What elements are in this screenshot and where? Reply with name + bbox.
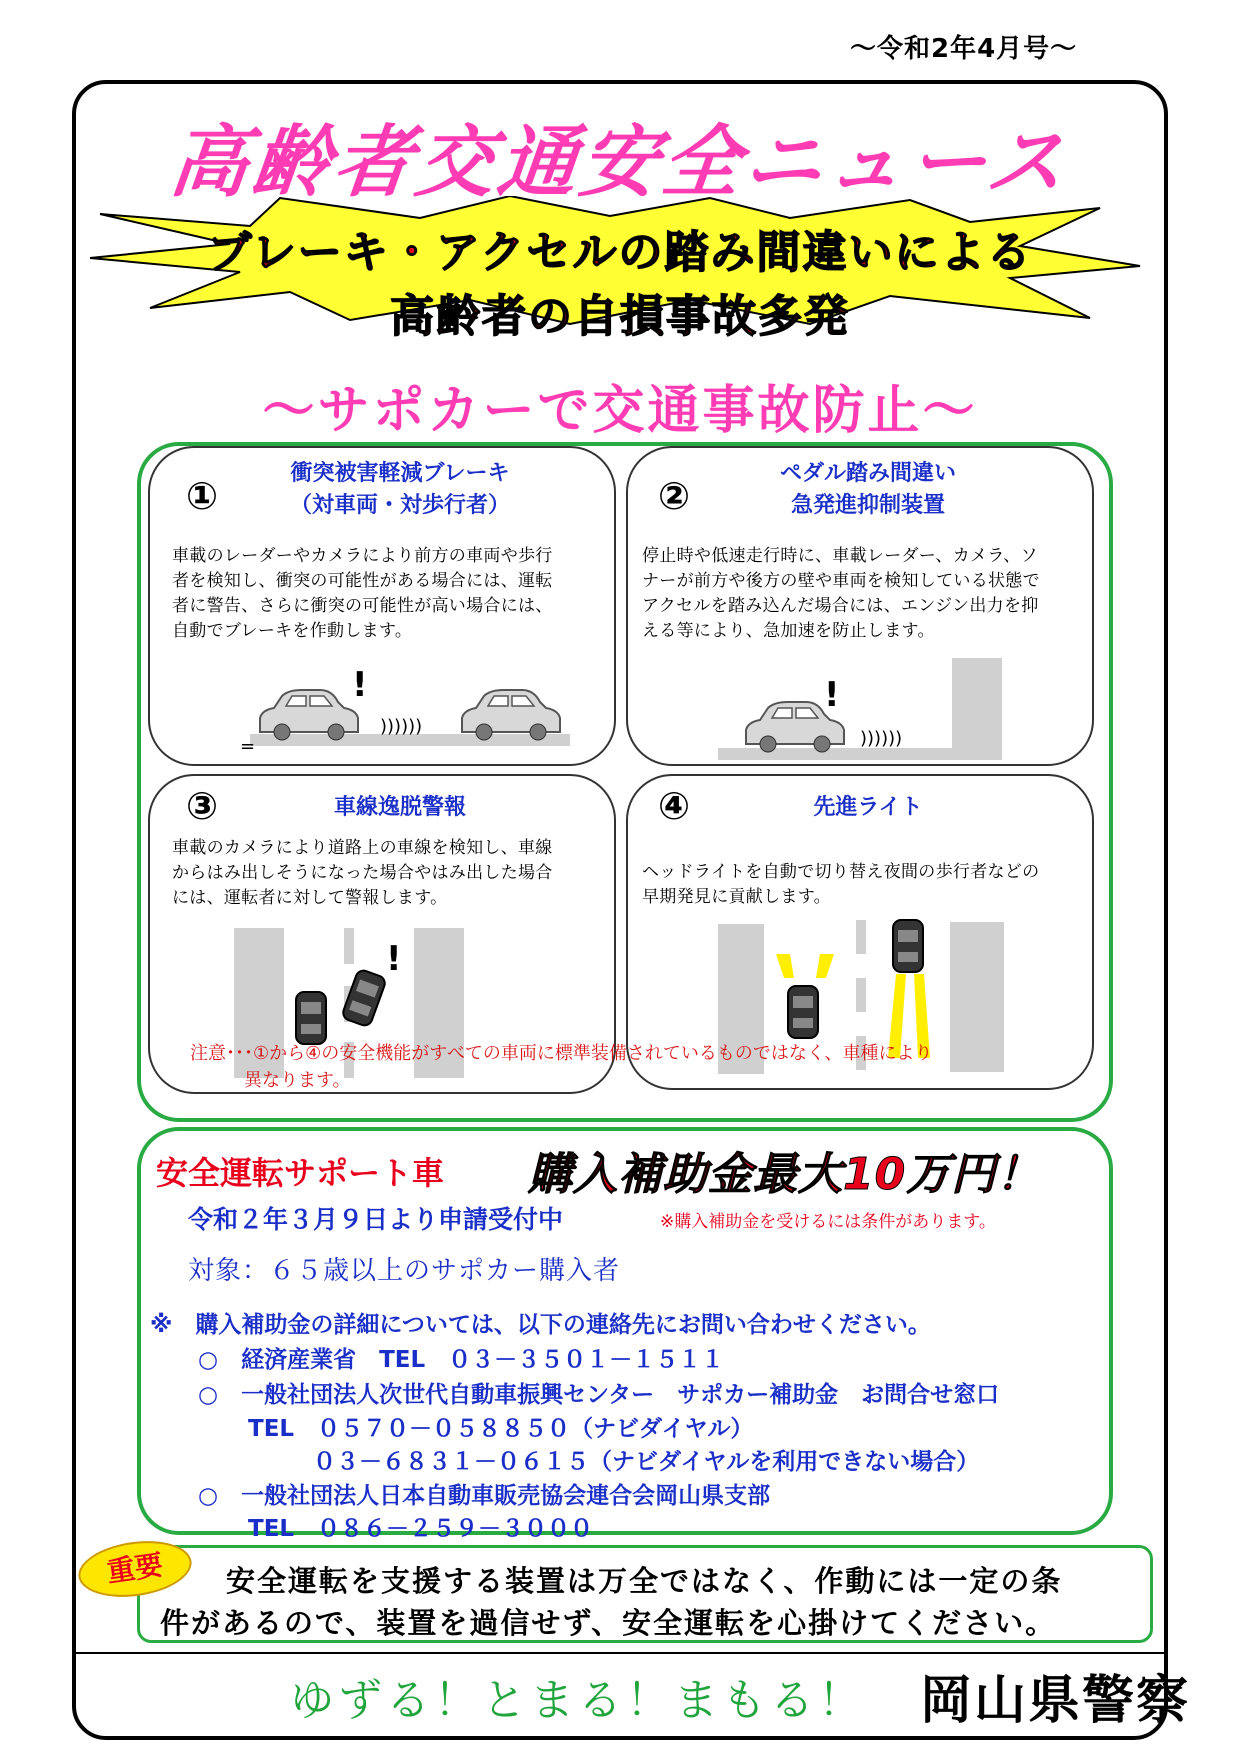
footer-divider xyxy=(74,1652,1166,1654)
feature-title xyxy=(728,792,1008,824)
description-line: アクセルを踏み込んだ場合には、エンジン出力を抑 xyxy=(642,596,1039,616)
feature-title-line-2: （対車両・対歩行者） xyxy=(289,493,510,518)
subsidy-condition-note: ※購入補助金を受けるには条件があります。 xyxy=(660,1212,996,1232)
subtitle: ～サポカーで交通事故防止～ xyxy=(262,381,978,441)
description-line: 停止時や低速走行時に、車載レーダー、カメラ、ソ xyxy=(642,546,1038,566)
road-strip xyxy=(718,748,958,760)
subsidy-label: 安全運転サポート車 xyxy=(156,1154,445,1192)
caution-note-line-2: 異なります。 xyxy=(244,1070,351,1091)
headline-line-2: 高齢者の自損事故多発 xyxy=(390,291,850,342)
lane-marking xyxy=(856,920,866,954)
car-top-icon xyxy=(788,986,818,1038)
car-icon xyxy=(462,690,560,740)
headlight-beam xyxy=(816,954,834,978)
description-line: 自動でブレーキを作動します。 xyxy=(172,621,413,641)
feature-number: ③ xyxy=(186,784,219,828)
car-top-icon xyxy=(296,992,326,1044)
feature-number: ④ xyxy=(658,784,691,828)
car-top-icon xyxy=(893,920,923,972)
car-top-icon xyxy=(341,968,387,1027)
caution-note-line-1: 注意･･･①から④の安全機能がすべての車両に標準装備されているものではなく、車種により xyxy=(190,1043,933,1064)
sensor-wave: )))))) xyxy=(860,728,903,749)
description-line: 車載のカメラにより道路上の車線を検知し、車線 xyxy=(172,838,553,858)
wall-block xyxy=(952,658,1002,760)
feature-title xyxy=(728,458,1008,522)
important-message xyxy=(160,1560,1140,1644)
lane-marking xyxy=(856,978,866,1012)
feature-title-line-1: ペダル踏み間違い xyxy=(779,461,956,486)
alert-icon: ! xyxy=(824,675,840,715)
description-line: ナーが前方や後方の壁や車両を検知している状態で xyxy=(642,571,1040,591)
subsidy-target: 対象：６５歳以上のサポカー購入者 xyxy=(188,1256,621,1286)
sensor-wave: )))))) xyxy=(380,716,423,737)
contact-item: ○ 一般社団法人次世代自動車振興センター サポカー補助金 お問合せ窓口 xyxy=(198,1382,1000,1408)
subsidy-application-date: 令和２年３月９日より申請受付中 xyxy=(188,1205,564,1234)
feature-title xyxy=(260,458,540,522)
lane-marking xyxy=(344,928,354,964)
headline-line-1: ブレーキ・アクセルの踏み間違いによる xyxy=(207,227,1033,278)
feature-card-collision-brake xyxy=(148,446,616,766)
description-line: 早期発見に貢献します。 xyxy=(642,887,831,907)
issue-date: ～令和2年4月号～ xyxy=(850,34,1078,64)
collision-brake-illustration xyxy=(240,666,580,756)
description-line: ヘッドライトを自動で切り替え夜間の歩行者などの xyxy=(642,862,1040,882)
subsidy-amount: 購入補助金最大10万円！ xyxy=(528,1149,1042,1200)
feature-description xyxy=(172,544,602,644)
caution-note xyxy=(190,1040,1070,1094)
newsletter-title: 高齢者交通安全ニュース xyxy=(165,118,1074,208)
description-line: 者を検知し、衝突の可能性がある場合には、運転 xyxy=(172,571,553,591)
feature-number: ① xyxy=(186,474,219,518)
description-line: 車載のレーダーやカメラにより前方の車両や歩行 xyxy=(172,546,553,566)
description-line: からはみ出しそうになった場合やはみ出した場合 xyxy=(172,863,553,883)
motion-lines: = xyxy=(240,736,256,756)
contacts-intro: ※ 購入補助金の詳細については、以下の連絡先にお問い合わせください。 xyxy=(150,1312,931,1338)
footer-slogan: ゆずる！とまる！まもる！ xyxy=(290,1675,866,1726)
contact-item: ○ 経済産業省 TEL ０３－３５０１－１５１１ xyxy=(198,1347,725,1373)
organization-name: 岡山県警察 xyxy=(920,1670,1191,1731)
headlight-beam xyxy=(776,954,794,978)
feature-title-line-2: 急発進抑制装置 xyxy=(790,493,945,518)
alert-icon: ! xyxy=(352,666,368,705)
important-badge: 重要 xyxy=(75,1534,195,1603)
important-message-line-1: 安全運転を支援する装置は万全ではなく、作動には一定の条 xyxy=(226,1564,1063,1598)
description-line: には、運転者に対して警報します。 xyxy=(172,888,448,908)
important-message-line-2: 件があるので、装置を過信せず、安全運転を心掛けてください。 xyxy=(160,1606,1057,1640)
alert-icon: ! xyxy=(386,939,402,979)
contact-item: ○ 一般社団法人日本自動車販売協会連合会岡山県支部 xyxy=(198,1483,771,1509)
feature-title xyxy=(260,792,540,824)
feature-title-line-1: 衝突被害軽減ブレーキ xyxy=(290,461,510,486)
contact-item: TEL ０８６－２５９－３０００ xyxy=(248,1516,594,1542)
description-line: える等により、急加速を防止します。 xyxy=(642,621,935,641)
feature-description xyxy=(172,836,602,911)
feature-description xyxy=(642,544,1086,644)
feature-card-pedal-misapplication xyxy=(626,446,1094,766)
contact-item: ０３－６８３１－０６１５（ナビダイヤルを利用できない場合） xyxy=(313,1449,980,1475)
feature-description xyxy=(642,860,1086,910)
car-icon xyxy=(260,690,358,740)
feature-title-line-1: 車線逸脱警報 xyxy=(333,795,466,820)
feature-number: ② xyxy=(658,474,691,518)
description-line: 者に警告、さらに衝突の可能性が高い場合には、 xyxy=(172,596,553,616)
pedal-misapplication-illustration xyxy=(718,654,1018,764)
feature-title-line-1: 先進ライト xyxy=(813,795,923,820)
contact-item: TEL ０５７０－０５８８５０（ナビダイヤル） xyxy=(248,1416,754,1442)
